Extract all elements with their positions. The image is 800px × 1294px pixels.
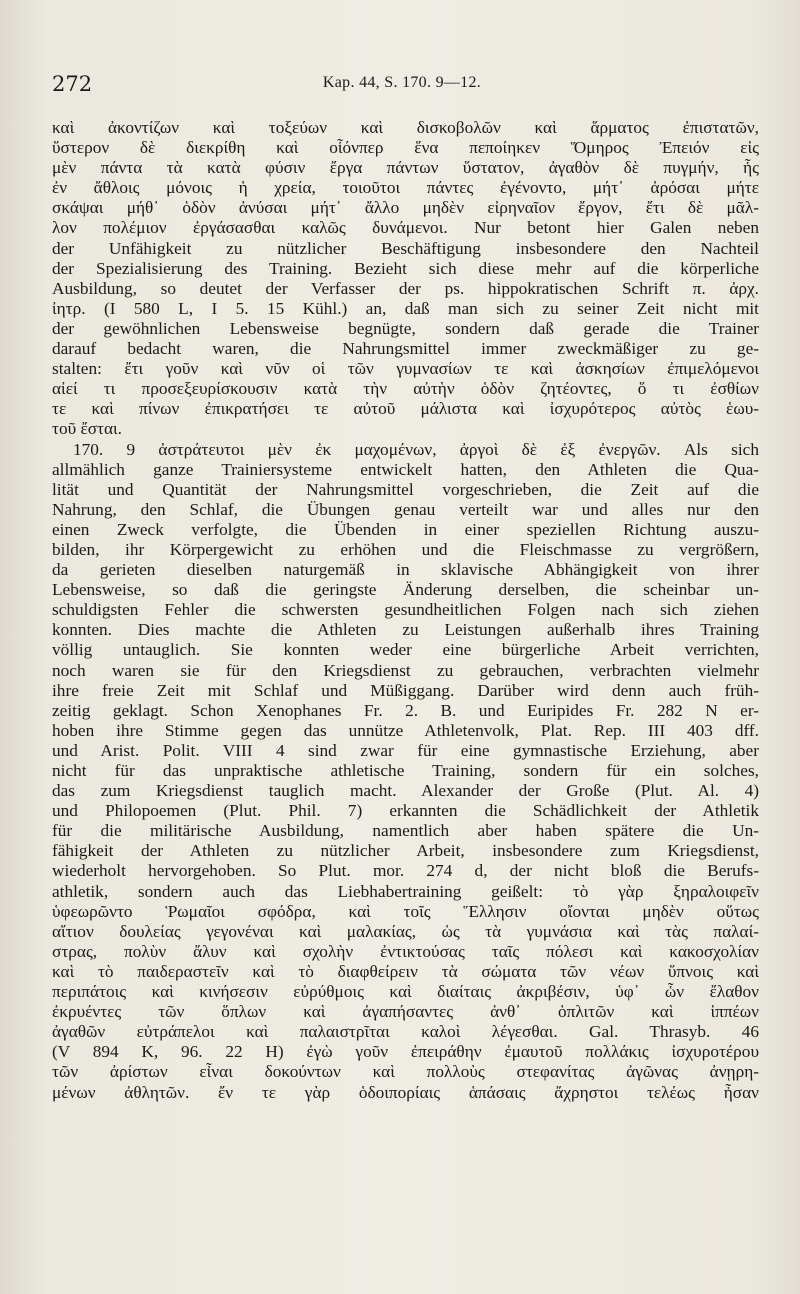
text-line: ὕστερον δὲ διεκρίθη καὶ οἷόνπερ ἕνα πεποίηκεν Ὅμηρος Ἐπειόν εἰς bbox=[52, 138, 759, 158]
text-line: (V 894 K, 96. 22 H) ἐγὼ γοῦν ἐπειράθην ἐμαυτοῦ πολλάκις ἰσχυροτέρου bbox=[52, 1042, 759, 1062]
text-line: 170. 9 ἀστράτευτοι μὲν ἐκ μαχομένων, ἀργοὶ δὲ ἐξ ἐνεργῶν. Als sich bbox=[73, 439, 759, 459]
text-line: konnten. Dies machte die Athleten zu Leistungen außerhalb ihres Training bbox=[52, 620, 759, 640]
text-line: der Unfähigkeit zu nützlicher Beschäftigung insbesondere den Nachteil bbox=[52, 238, 759, 258]
text-line: wiederholt hervorgehoben. So Plut. mor. 274 d, der nicht bloß die Berufs- bbox=[52, 861, 759, 881]
text-line: ὑφεωρῶντο Ῥωμαῖοι σφόδρα, καὶ τοῖς Ἕλλησιν οἴονται μηδὲν οὕτως bbox=[52, 901, 759, 921]
text-line: περιπάτοις καὶ κινήσεσιν εὐρύθμοις καὶ διαίταις ἀκριβέσιν, ὑφ᾽ ὧν ἔλαθον bbox=[52, 982, 759, 1002]
text-line: τε καὶ πίνων ἐπικρατήσει τε αὐτοῦ μάλιστα καὶ ἰσχυρότερος αὐτὸς ἑωυ- bbox=[52, 399, 759, 419]
page-number: 272 bbox=[52, 72, 93, 96]
text-line: ἐκρυέντες τῶν ὅπλων καὶ ἀγαπήσαντες ἀνθ᾽ ὁπλιτῶν καὶ ἱππέων bbox=[52, 1002, 759, 1022]
text-line: τοῦ ἔσται. bbox=[52, 419, 123, 439]
text-line: hoben ihre Stimme gegen das unnütze Athletenvolk, Plat. Rep. III 403 dff. bbox=[52, 720, 759, 740]
text-line: stalten: ἔτι γοῦν καὶ νῦν οἱ τῶν γυμνασίων τε καὶ ἀσκησίων ἐπιμελόμενοι bbox=[52, 359, 759, 379]
text-line: Nahrung, den Schlaf, die Übungen genau verteilt war und alles nur den bbox=[52, 499, 759, 519]
text-line: noch waren sie für den Kriegsdienst zu gebrauchen, verbrachten vielmehr bbox=[52, 660, 759, 680]
text-line: μένων ἀθλητῶν. ἔν τε γὰρ ὁδοιπορίαις ἁπάσαις ἄχρηστοι τελέως ἦσαν bbox=[52, 1082, 759, 1102]
text-line: τῶν ἀρίστων εἶναι δοκούντων καὶ πολλοὺς στεφανίτας ἀγῶνας ἀνῃρη- bbox=[52, 1062, 759, 1082]
text-line: athletik, sondern auch das Liebhabertraining geißelt: τὸ γὰρ ξηραλοιφεῖν bbox=[52, 881, 759, 901]
text-line: lität und Quantität der Nahrungsmittel vorgeschrieben, die Zeit auf die bbox=[52, 479, 759, 499]
text-line: allmählich ganze Trainiersysteme entwickelt hatten, den Athleten die Qua- bbox=[52, 459, 759, 479]
running-head: Kap. 44, S. 170. 9—12. bbox=[322, 74, 482, 91]
text-line: schuldigsten Fehler die schwersten gesundheitlichen Folgen nach sich ziehen bbox=[52, 600, 759, 620]
text-line: Lebensweise, so daß die geringste Änderung derselben, die scheinbar un- bbox=[52, 580, 759, 600]
text-line: nicht für das unpraktische athletische Training, sondern für ein solches, bbox=[52, 761, 759, 780]
text-line: ἰητρ. (I 580 L, I 5. 15 Kühl.) an, daß man sich zu seiner Zeit nicht mit bbox=[52, 298, 759, 318]
text-line: καὶ ἀκοντίζων καὶ τοξεύων καὶ δισκοβολῶν καὶ ἅρματος ἐπιστατῶν, bbox=[52, 118, 759, 137]
text-line: bilden, ihr Körpergewicht zu erhöhen und die Fleischmasse zu vergrößern, bbox=[52, 539, 759, 559]
text-line: das zum Kriegsdienst tauglich macht. Alexander der Große (Plut. Al. 4) bbox=[52, 781, 759, 801]
text-line: ἐν ἄθλοις μόνοις ἡ χρεία, τοιοῦτοι πάντες ἐγένοντο, μήτ᾽ ἀρόσαι μήτε bbox=[52, 178, 759, 198]
text-line: einen Zweck verfolgte, die Übenden in einer speziellen Richtung auszu- bbox=[52, 519, 759, 539]
text-line: λον πολέμιον ἐργάσασθαι καλῶς δυνάμενοι. Nur betont hier Galen neben bbox=[52, 218, 759, 238]
text-line: στρας, πολὺν ἄλυν καὶ σχολὴν ἐντικτούσας ταῖς πόλεσι καὶ κακοσχολίαν bbox=[52, 941, 759, 961]
text-line: völlig untauglich. Sie konnten weder eine bürgerliche Arbeit verrichten, bbox=[52, 640, 759, 660]
text-line: Ausbildung, so deutet der Verfasser der ps. hippokratischen Schrift π. ἀρχ. bbox=[52, 278, 759, 298]
text-line: ἀγαθῶν εὐτράπελοι καὶ παλαιστρῖται καλοὶ λέγεσθαι. Gal. Thrasyb. 46 bbox=[52, 1022, 759, 1042]
text-line: und Arist. Polit. VIII 4 sind zwar für eine gymnastische Erziehung, aber bbox=[52, 740, 759, 760]
text-line: der Spezialisierung des Training. Bezieht sich diese mehr auf die körperliche bbox=[52, 258, 759, 278]
text-line: und Philopoemen (Plut. Phil. 7) erkannten die Schädlichkeit der Athletik bbox=[52, 801, 759, 821]
text-line: αἴτιον δουλείας γεγονέναι καὶ μαλακίας, ὡς τὰ γυμνάσια καὶ τὰς παλαί- bbox=[52, 921, 759, 941]
text-line: fähigkeit der Athleten zu nützlicher Arbeit, insbesondere zum Kriegsdienst, bbox=[52, 841, 759, 861]
commentary-text bbox=[52, 118, 759, 1103]
text-line: αἰεί τι προσεξευρίσκουσιν κατὰ τὴν αὐτὴν ὁδὸν ζητέοντες, ὅ τι ἐσθίων bbox=[52, 379, 759, 399]
page-header bbox=[52, 72, 752, 102]
text-line: καὶ τὸ παιδεραστεῖν καὶ τὸ διαφθείρειν τὰ σώματα τῶν νέων ὕπνοις καὶ bbox=[52, 961, 759, 981]
text-line: für die militärische Ausbildung, namentlich aber haben spätere die Un- bbox=[52, 821, 759, 841]
text-line: darauf bedacht waren, die Nahrungsmittel immer zweckmäßiger zu ge- bbox=[52, 339, 759, 359]
text-line: der gewöhnlichen Lebensweise begnügte, sondern daß gerade die Trainer bbox=[52, 318, 759, 338]
text-line: σκάψαι μήθ᾽ ὁδὸν ἀνύσαι μήτ᾽ ἄλλο μηδὲν εἰρηναῖον ἔργον, ἔτι δὲ μᾶλ- bbox=[52, 198, 759, 218]
text-line: μὲν πάντα τὰ κατὰ φύσιν ἔργα πάντων ὕστατον, ἀγαθὸν δὲ πυγμήν, ἧς bbox=[52, 158, 759, 178]
text-line: da gerieten dieselben naturgemäß in sklavische Abhängigkeit von ihrer bbox=[52, 560, 759, 580]
text-line: zeitig geklagt. Schon Xenophanes Fr. 2. B. und Euripides Fr. 282 N er- bbox=[52, 700, 759, 720]
text-line: ihre freie Zeit mit Schlaf und Müßiggang. Darüber wird denn auch früh- bbox=[52, 680, 759, 700]
